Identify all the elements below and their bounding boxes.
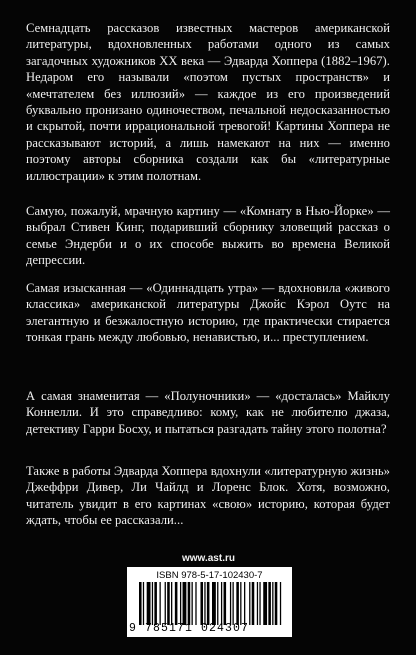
barcode-bar	[224, 582, 227, 625]
barcode-bar	[236, 582, 239, 625]
barcode-bar	[268, 582, 271, 625]
annotation-paragraph-1: Семнадцать рассказов известных мастеров американской литературы, вдохновленных работами одного из самых загадочных художников XX века — Эдварда Хоппера (1882–1967). Недаром его называли «поэтом пустых пространств» и «мечтателем без иллюзий» — каждое из его произведений буквально пронизано одиночеством, печальной недосказанностью и скрытой, почти иррациональной тревогой! Картины Хоппера не рассказывают историй, а лишь намекают на них — именно поэтому авторы сборника создали как бы «литературные иллюстрации» к этим полотнам.	[26, 21, 390, 183]
barcode-bar	[154, 582, 157, 625]
publisher-website: www.ast.ru	[182, 553, 235, 564]
barcode-label	[127, 567, 292, 637]
barcode-bar	[188, 582, 191, 625]
barcode-bar	[230, 582, 231, 625]
barcode-bar	[195, 582, 196, 625]
barcode-bar	[244, 582, 245, 625]
barcode-bar	[204, 582, 205, 625]
barcode-bar	[263, 582, 267, 625]
barcode-bar	[240, 582, 241, 625]
barcode-bar	[217, 582, 218, 625]
barcode-bar	[165, 582, 166, 625]
annotation-paragraph-2: Самую, пожалуй, мрачную картину — «Комнату в Нью-Йорке» — выбрал Стивен Кинг, подаривший сборнику зловещий рассказ о семье Эндерби и о их способе выжить во времена Великой депрессии.	[26, 204, 390, 268]
annotation-paragraph-4: А самая знаменитая — «Полуночники» — «досталась» Майклу Коннелли. И это справедливо: кому, как не любителю джаза, детективу Гарри Босху, и пытаться разгадать тайну этого полотна?	[26, 389, 390, 436]
barcode-bar	[252, 582, 255, 625]
barcode-bar	[171, 582, 172, 625]
barcode-bar	[257, 582, 258, 625]
annotation-paragraph-5: Также в работы Эдварда Хоппера вдохнули «литературную жизнь» Джеффри Дивер, Ли Чайлд и Лоренс Блок. Хотя, возможно, читатель увидит в его картинах «свою» историю, которая будет ждать, чтобы ее рассказали...	[26, 464, 390, 528]
barcode-bar	[159, 582, 160, 625]
barcode-bar	[280, 582, 281, 625]
barcode-bar	[180, 582, 181, 625]
isbn-text: ISBN 978-5-17-102430-7	[156, 570, 263, 581]
barcode-bar	[259, 582, 260, 625]
barcode-bar	[143, 582, 144, 625]
barcode-bar	[221, 582, 222, 625]
barcode-bar	[192, 582, 193, 625]
barcode-bar	[147, 582, 151, 625]
barcode-bar	[183, 582, 187, 625]
barcode-bar	[152, 582, 153, 625]
barcode-bar	[200, 582, 203, 625]
barcode-bar	[275, 582, 278, 625]
barcode-bar	[207, 582, 210, 625]
barcode-number: 9 785171 024307	[129, 622, 250, 635]
barcode-bar	[139, 582, 142, 625]
barcode-bar	[175, 582, 178, 625]
barcode-icon	[139, 582, 285, 625]
annotation-paragraph-3: Самая изысканная — «Одиннадцать утра» — вдохновила «живого классика» американской литературы Джойс Кэрол Оутс на элегантную и безжалостную историю, где практически стирается тонкая грань между любовью, ненавистью, и... преступлением.	[26, 281, 390, 345]
barcode-bar	[249, 582, 250, 625]
barcode-bar	[212, 582, 216, 625]
barcode-bar	[232, 582, 233, 625]
barcode-bar	[167, 582, 170, 625]
barcode-bar	[272, 582, 273, 625]
